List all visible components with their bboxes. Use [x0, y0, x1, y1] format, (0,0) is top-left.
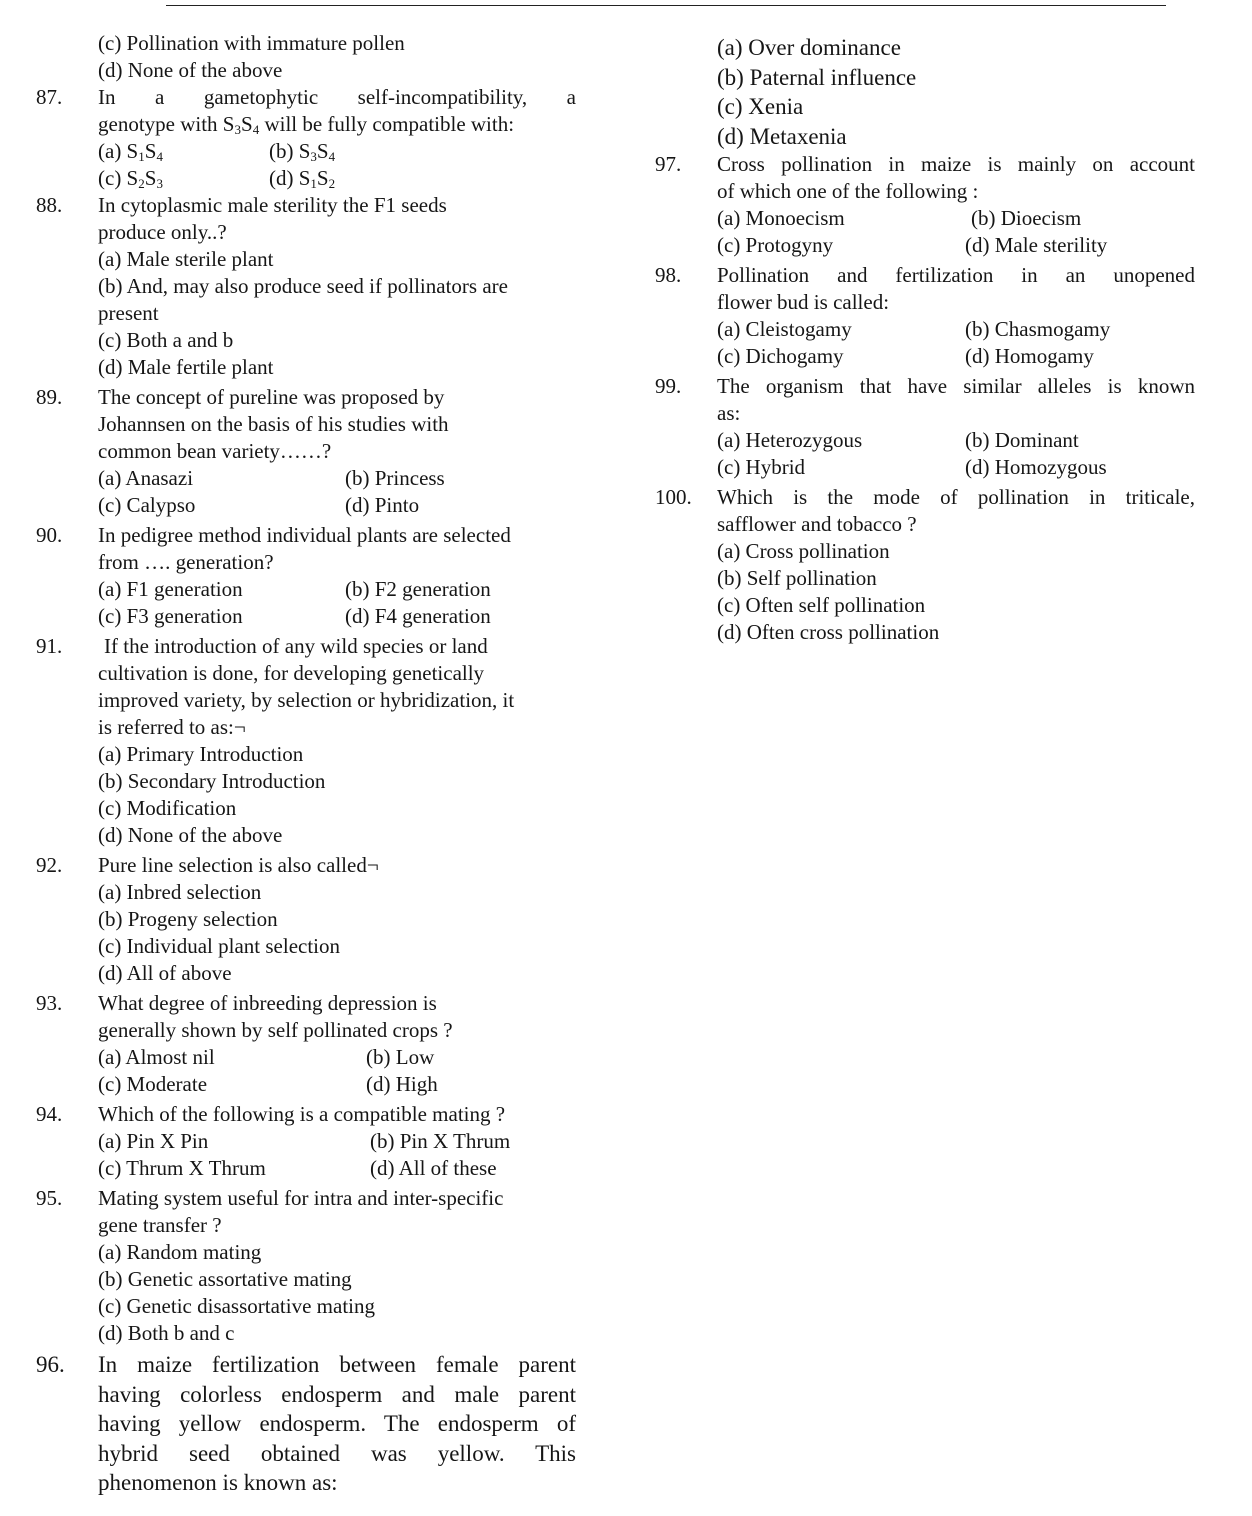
q93-options-ab	[36, 1044, 576, 1071]
q96-line-5: phenomenon is known as:	[98, 1470, 338, 1495]
q88-line-1	[36, 192, 576, 219]
question-number: 90.	[36, 523, 63, 547]
left-column	[36, 30, 576, 1498]
q100-option-c: (c) Often self pollination	[717, 593, 926, 617]
q91-line-3: improved variety, by selection or hybridization, it	[98, 688, 515, 712]
option-c: (c) Hybrid	[717, 455, 806, 479]
question-number: 96.	[36, 1352, 65, 1377]
q96-line-3: having yellow endosperm. The endosperm of	[98, 1411, 576, 1436]
option-d: (d) High	[366, 1072, 438, 1096]
option-b: (b) Princess	[345, 466, 445, 490]
question-text: Which is the mode of pollination in triticale,	[717, 485, 1195, 509]
question-number: 95.	[36, 1186, 63, 1210]
q100-line-1	[655, 484, 1195, 511]
option-d: (d) Pinto	[345, 493, 420, 517]
option-c: (c) $S_2S_3$	[98, 166, 163, 191]
q91-option-b: (b) Secondary Introduction	[98, 769, 326, 793]
question-text: Which of the following is a compatible mating ?	[98, 1102, 506, 1126]
question-number: 100.	[655, 485, 692, 509]
q95-option-c: (c) Genetic disassortative mating	[98, 1294, 375, 1318]
q100-option-b: (b) Self pollination	[717, 566, 877, 590]
question-text: In cytoplasmic male sterility the F1 seeds	[98, 193, 447, 217]
q96-line-1	[36, 1350, 576, 1380]
q91-option-d: (d) None of the above	[98, 823, 283, 847]
q96-option-c: (c) Xenia	[717, 94, 804, 119]
q92-option-d: (d) All of above	[98, 961, 232, 985]
q95-line-1	[36, 1185, 576, 1212]
option-c: (c) Thrum X Thrum	[98, 1156, 266, 1180]
option-b: (b) Pin X Thrum	[370, 1129, 511, 1153]
question-number: 87.	[36, 85, 63, 109]
q93-line-2: generally shown by self pollinated crops ?	[98, 1018, 453, 1042]
option-a: (a) Monoecism	[717, 206, 845, 230]
q99-options-ab	[655, 427, 1195, 454]
q89-line-1	[36, 384, 576, 411]
q88-option-a: (a) Male sterile plant	[98, 247, 274, 271]
q91-line-4: is referred to as:¬	[98, 715, 246, 739]
option-b: (b) Chasmogamy	[965, 317, 1111, 341]
option-d: (d) All of these	[370, 1156, 497, 1180]
option-a: (a) Almost nil	[98, 1045, 215, 1069]
q88-option-d: (d) Male fertile plant	[98, 355, 274, 379]
option-b: (b) Dominant	[965, 428, 1079, 452]
q91-line-2: cultivation is done, for developing genetically	[98, 661, 485, 685]
q99-line-1	[655, 373, 1195, 400]
question-number: 97.	[655, 152, 682, 176]
q98-line-1	[655, 262, 1195, 289]
q91-option-c: (c) Modification	[98, 796, 237, 820]
q94-line-1	[36, 1101, 576, 1128]
q97-options-ab	[655, 205, 1195, 232]
question-text: What degree of inbreeding depression is	[98, 991, 437, 1015]
option-a: (a) Anasazi	[98, 466, 194, 490]
q87-options-ab	[36, 138, 576, 165]
option-b: (b) $S_3S_4$	[269, 139, 336, 164]
q98-line-2: flower bud is called:	[717, 290, 890, 314]
q88-option-c: (c) Both a and b	[98, 328, 234, 352]
q94-options-cd	[36, 1155, 576, 1182]
q96-line-4: hybrid seed obtained was yellow. This	[98, 1440, 576, 1466]
option-a: (a) $S_1S_4$	[98, 139, 163, 164]
q91-option-a: (a) Primary Introduction	[98, 742, 304, 766]
option-c: (c) Moderate	[98, 1072, 208, 1096]
q92-option-a: (a) Inbred selection	[98, 880, 262, 904]
q86-option-c: (c) Pollination with immature pollen	[98, 31, 405, 55]
q90-line-1	[36, 522, 576, 549]
option-c: (c) F3 generation	[98, 604, 243, 628]
option-c: (c) Protogyny	[717, 233, 834, 257]
q91-line-1	[36, 633, 576, 660]
question-text: The organism that have similar alleles is known	[717, 374, 1195, 398]
q92-line-1	[36, 852, 576, 879]
q97-line-1	[655, 151, 1195, 178]
question-text: Pollination and fertilization in an unopened	[717, 263, 1195, 287]
q95-option-d: (d) Both b and c	[98, 1321, 235, 1345]
q96-option-b: (b) Paternal influence	[717, 64, 917, 90]
top-rule	[166, 5, 1166, 6]
q89-options-ab	[36, 465, 576, 492]
option-a: (a) Heterozygous	[717, 428, 863, 452]
option-d: (d) Homozygous	[965, 455, 1107, 479]
question-text: In maize fertilization between female parent	[98, 1352, 576, 1377]
question-number: 88.	[36, 193, 63, 217]
question-number: 99.	[655, 374, 682, 398]
option-b: (b) Low	[366, 1045, 435, 1069]
q87-line-2	[36, 111, 576, 138]
question-text: In a gametophytic self-incompatibility, a	[98, 85, 576, 109]
question-text: The concept of pureline was proposed by	[98, 385, 445, 409]
q99-options-cd	[655, 454, 1195, 481]
option-c: (c) Dichogamy	[717, 344, 844, 368]
q95-line-2: gene transfer ?	[98, 1213, 222, 1237]
question-text: Cross pollination in maize is mainly on account	[717, 152, 1195, 176]
option-c: (c) Calypso	[98, 493, 196, 517]
q98-options-ab	[655, 316, 1195, 343]
q89-line-3: common bean variety……?	[98, 439, 332, 463]
option-d: (d) Male sterility	[965, 233, 1108, 257]
q100-option-a: (a) Cross pollination	[717, 539, 890, 563]
question-number: 89.	[36, 385, 63, 409]
right-column	[655, 33, 1195, 646]
option-a: (a) Cleistogamy	[717, 317, 852, 341]
q96-line-2: having colorless endosperm and male parent	[98, 1381, 576, 1407]
q95-option-a: (a) Random mating	[98, 1240, 262, 1264]
q89-line-2: Johannsen on the basis of his studies with	[98, 412, 449, 436]
q90-options-ab	[36, 576, 576, 603]
q96-option-a: (a) Over dominance	[717, 35, 901, 60]
q97-options-cd	[655, 232, 1195, 259]
q93-line-1	[36, 990, 576, 1017]
question-number: 92.	[36, 853, 63, 877]
question-text: Pure line selection is also called¬	[98, 853, 379, 877]
q88-option-b: (b) And, may also produce seed if pollinators are	[98, 274, 508, 298]
question-text: Mating system useful for intra and inter-specific	[98, 1186, 504, 1210]
q88-option-b-cont: present	[98, 301, 159, 325]
q92-option-b: (b) Progeny selection	[98, 907, 278, 931]
q90-options-cd	[36, 603, 576, 630]
option-a: (a) F1 generation	[98, 577, 243, 601]
question-text: In pedigree method individual plants are selected	[98, 523, 511, 547]
question-text: If the introduction of any wild species or land	[104, 634, 488, 658]
option-a: (a) Pin X Pin	[98, 1129, 209, 1153]
q92-option-c: (c) Individual plant selection	[98, 934, 341, 958]
q96-option-d: (d) Metaxenia	[717, 123, 847, 149]
question-number: 94.	[36, 1102, 63, 1126]
q100-option-d: (d) Often cross pollination	[717, 620, 940, 644]
q98-options-cd	[655, 343, 1195, 370]
option-b: (b) F2 generation	[345, 577, 491, 601]
question-number: 91.	[36, 634, 63, 658]
q99-line-2: as:	[717, 401, 741, 425]
q95-option-b: (b) Genetic assortative mating	[98, 1267, 352, 1291]
q100-line-2: safflower and tobacco ?	[717, 512, 917, 536]
q93-options-cd	[36, 1071, 576, 1098]
question-text: genotype with $S_3S_4$ will be fully compatible with:	[98, 112, 515, 137]
q94-options-ab	[36, 1128, 576, 1155]
option-b: (b) Dioecism	[971, 206, 1082, 230]
q89-options-cd	[36, 492, 576, 519]
q97-line-2: of which one of the following :	[717, 179, 979, 203]
q88-line-2: produce only..?	[98, 220, 227, 244]
q87-line-1	[36, 84, 576, 111]
q86-option-d: (d) None of the above	[98, 58, 283, 82]
q87-options-cd	[36, 165, 576, 192]
option-d: (d) Homogamy	[965, 344, 1094, 368]
option-d: (d) $S_1S_2$	[269, 166, 336, 191]
question-number: 98.	[655, 263, 682, 287]
q90-line-2: from …. generation?	[98, 550, 274, 574]
question-number: 93.	[36, 991, 63, 1015]
option-d: (d) F4 generation	[345, 604, 491, 628]
